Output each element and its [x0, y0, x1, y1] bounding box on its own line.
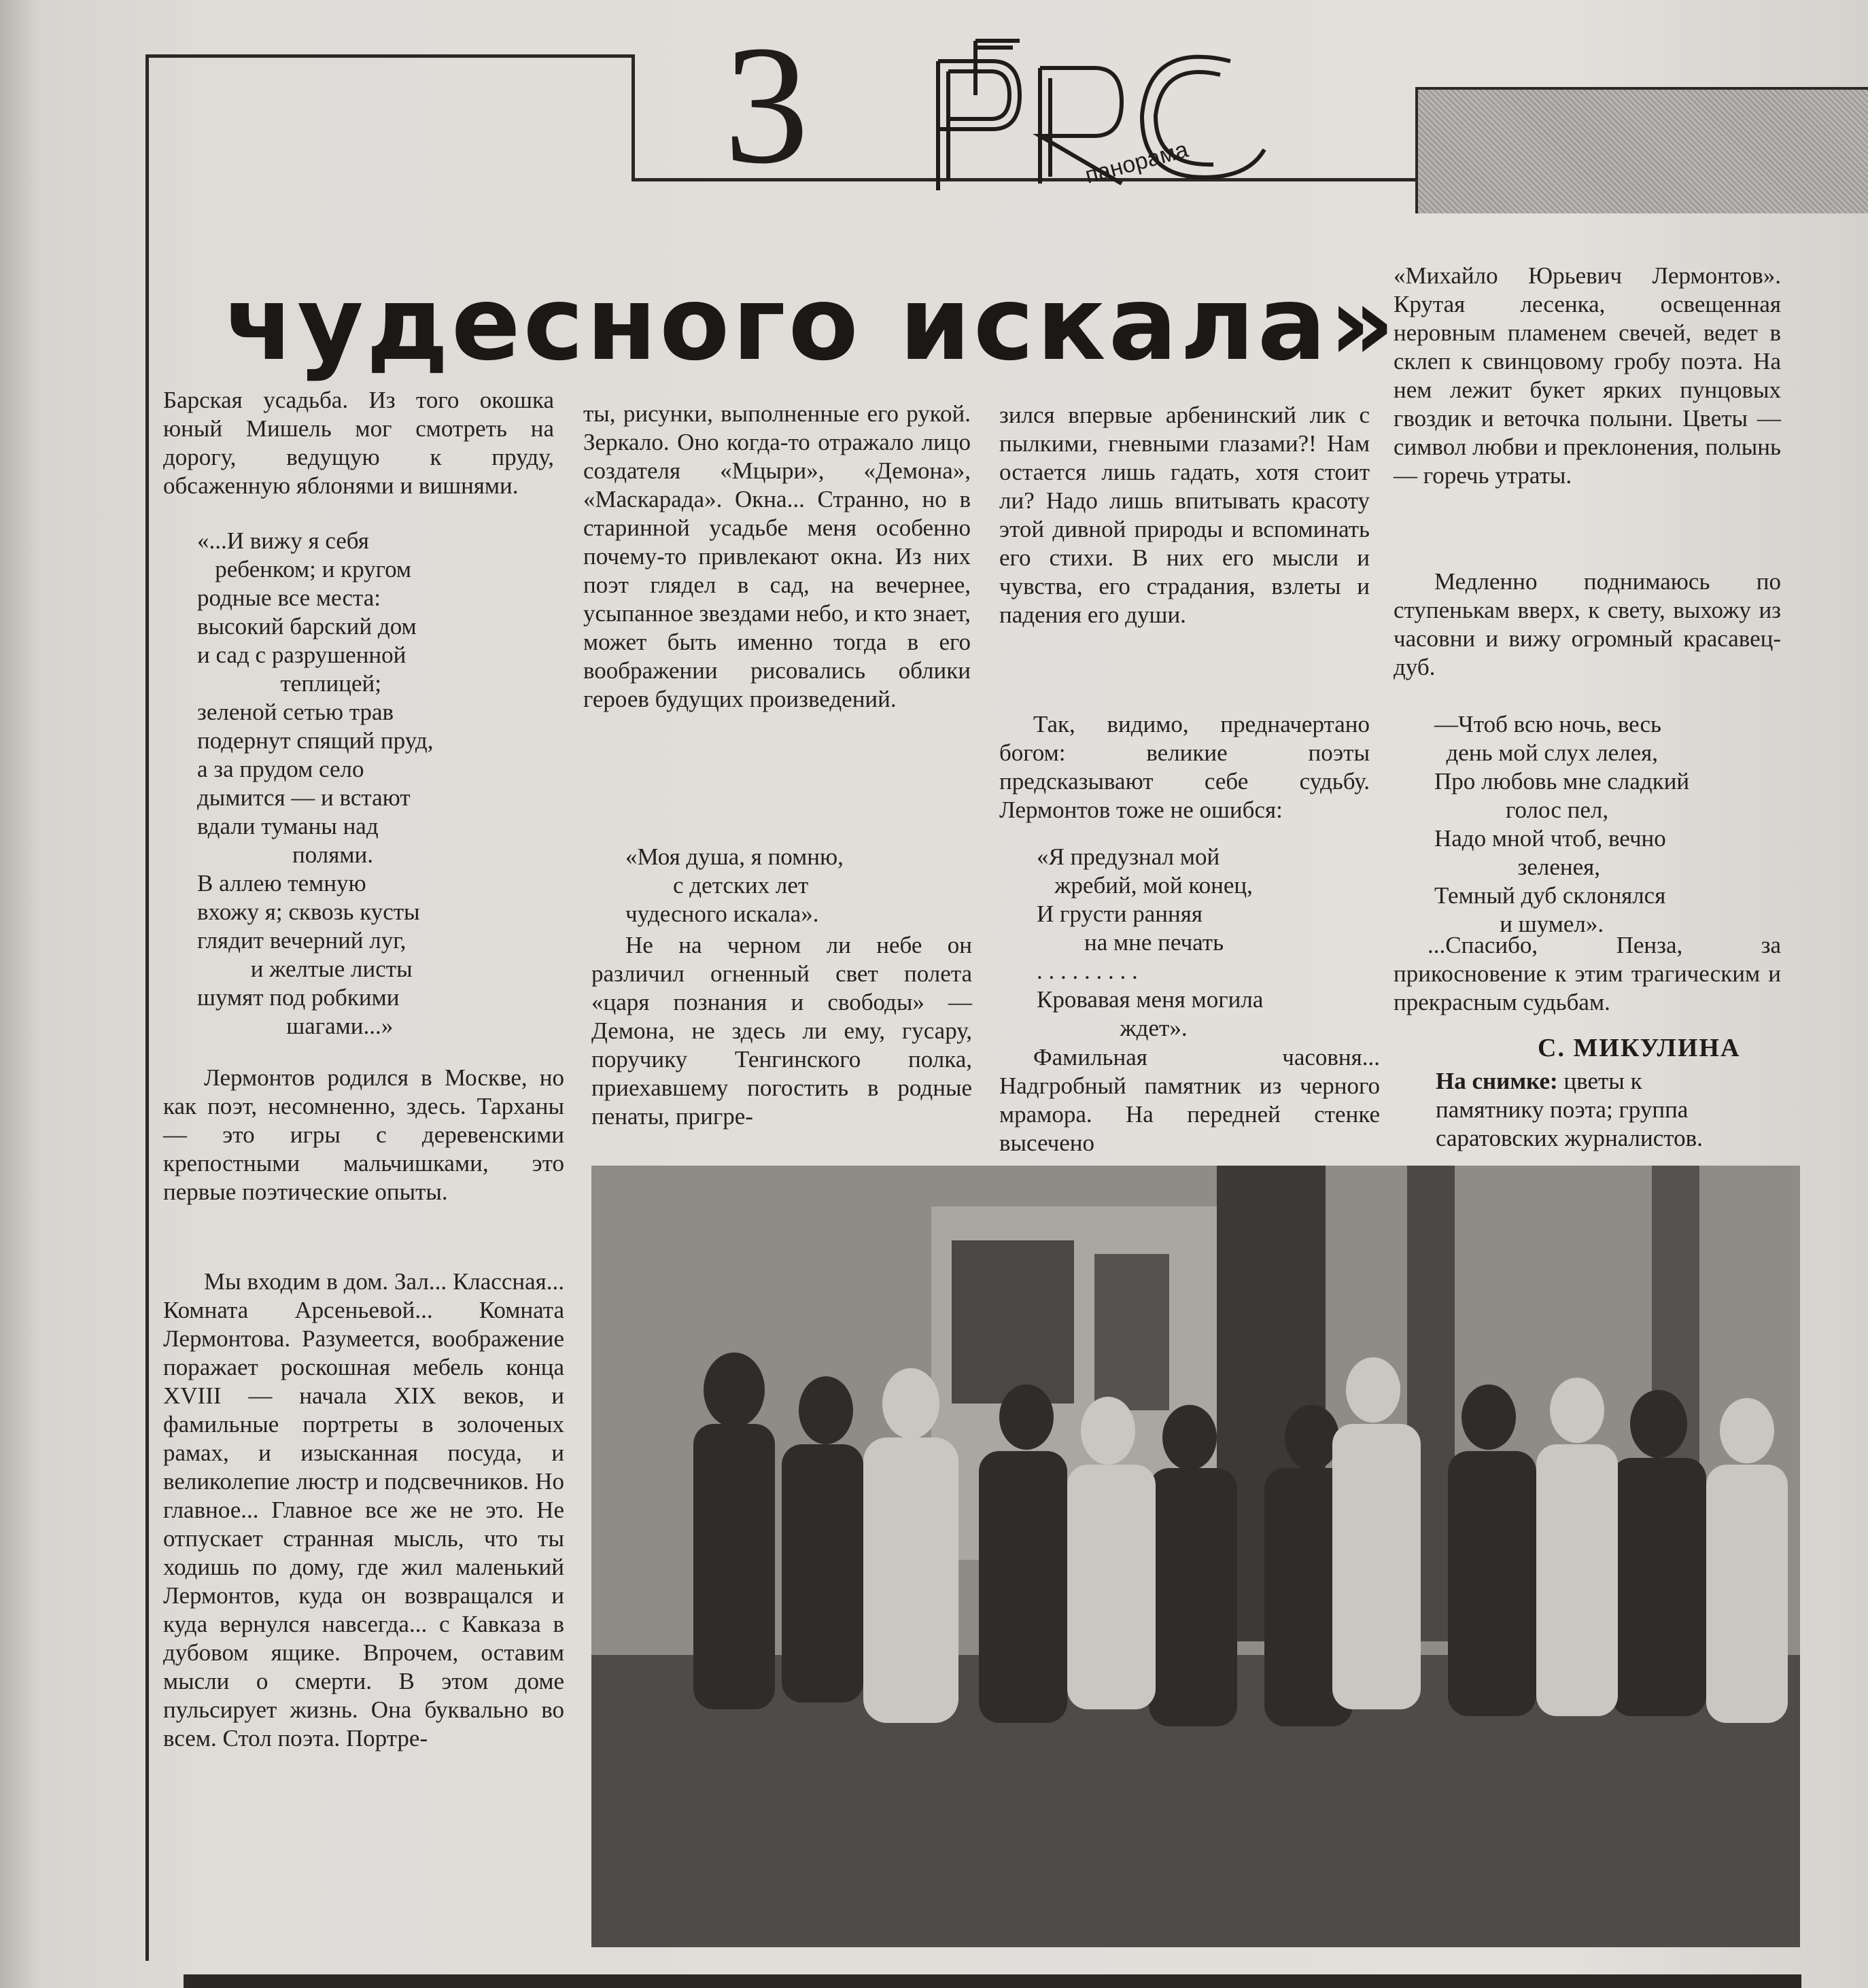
column-4-paragraph-3: ...Спасибо, Пенза, за прикосновение к этим трагическим и прекрасным судьбам. — [1394, 932, 1787, 1015]
poem-2: «Моя душа, я помню, с детских лет чудесного искала». — [625, 843, 844, 927]
photo-caption — [1436, 1067, 1755, 1153]
column-3-paragraph-1: зился впервые арбенинский лик с пылкими, гневными глазами?! Нам остается лишь гадать, хотя стоит ли? Надо лишь впитывать красоту этой дивной природы и вспоминать его стихи. В них его мысли и чувства, его страдания, взлеты и падения его души. — [999, 402, 1376, 628]
column-1-intro: Барская усадьба. Из того окошка юный Мишель мог смотреть на дорогу, ведущую к пруду, обсаженную яблонями и вишнями. — [163, 387, 560, 499]
poem-1: «...И вижу я себя ребенком; и кругом родные все места: высокий барский дом и сад с разрушенной теплицей; зеленой сетью трав подернут спящий пруд, а за прудом село дымится — и встают вдали туманы над полями. В аллею темную вхожу я; сквозь кусты глядит вечерний луг, и желтые листы шумят под робкими шагами...» — [197, 527, 434, 1039]
caption-text: цветы к памятнику поэта; группа саратовских журналистов. — [1436, 1068, 1703, 1151]
frame-rule-top — [145, 54, 632, 58]
column-2-paragraph-2: Не на черном ли небе он различил огненный свет полета «царя познания и свободы» — Демона, не здесь ли ему, гусару, поручику Тенгинского полка, приехавшему погостить в родные пенаты, пригре- — [591, 932, 978, 1130]
group-photo-illustration — [591, 1166, 1800, 1947]
column-3-paragraph-2: Так, видимо, предначертано богом: великие поэты предсказывают себе судьбу. Лермонтов тоже не ошибся: — [999, 711, 1376, 823]
poem-4: —Чтоб всю ночь, весь день мой слух лелея, Про любовь мне сладкий голос пел, Надо мной чтоб, вечно зеленея, Темный дуб склонялся и шумел». — [1434, 711, 1690, 937]
frame-rule-left — [145, 54, 149, 1961]
logo-subtitle: панорама — [1082, 136, 1191, 189]
caption-label: На снимке: — [1436, 1068, 1558, 1094]
poem-3: «Я предузнал мой жребий, мой конец, И грусти ранняя на мне печать . . . . . . . . . Кровавая меня могила ждет». — [1037, 843, 1264, 1041]
article-headline: чудесного искала» — [224, 265, 1398, 383]
group-photo — [591, 1166, 1800, 1947]
column-2-paragraph-1: ты, рисунки, выполненные его рукой. Зеркало. Оно когда-то отражало лицо создателя «Мцыри», «Демона», «Маскарада». Окна... Странно, но в старинной усадьбе меня особенно почему-то привлекают окна. Из них поэт глядел в сад, на вечернее, усыпанное звездами небо, и кто знает, может быть именно тогда в его воображении рисовались облики героев будущих произведений. — [583, 400, 977, 712]
page-number: 3 — [724, 11, 809, 199]
prs-panorama-logo — [911, 14, 1292, 217]
bottom-rule — [184, 1974, 1801, 1988]
column-1-paragraph-2: Лермонтов родился в Москве, но как поэт, несомненно, здесь. Тарханы — это игры с деревенскими крепостными мальчишками, это первые поэтические опыты. — [163, 1064, 570, 1205]
author-byline: С. МИКУЛИНА — [1538, 1034, 1741, 1062]
column-3-paragraph-3: Фамильная часовня... Надгробный памятник из черного мрамора. На передней стенке высечено — [999, 1044, 1386, 1156]
column-4-paragraph-2: Медленно поднимаюсь по ступенькам вверх, к свету, выхожу из часовни и вижу огромный красавец-дуб. — [1394, 568, 1787, 680]
column-1-paragraph-3: Мы входим в дом. Зал... Классная... Комната Арсеньевой... Комната Лермонтова. Разумеется, воображение поражает роскошная мебель конца XVIII — начала XIX веков, и фамильные портреты в золоченых рамах, и изысканная посуда, и великолепие люстр и подсвечников. Но главное... Главное все же не это. Не отпускает странная мысль, что ты ходишь по дому, где жил маленький Лермонтов, куда он возвращался и куда вернулся навсегда... с Кавказа в дубовом ящике. Впрочем, оставим мысли о смерти. В этом доме пульсирует жизнь. Она буквально во всем. Стол поэта. Портре- — [163, 1268, 570, 1751]
column-4-paragraph-1: «Михайло Юрьевич Лермонтов». Крутая лесенка, освещенная неровным пламенем свечей, ведет в склеп к свинцовому гробу поэта. На нем лежит букет ярких пунцовых гвоздик и веточка полыни. Цветы — символ любви и преклонения, полынь — горечь утраты. — [1394, 262, 1787, 489]
frame-rule-step — [632, 54, 635, 178]
header-gray-block — [1415, 87, 1868, 213]
